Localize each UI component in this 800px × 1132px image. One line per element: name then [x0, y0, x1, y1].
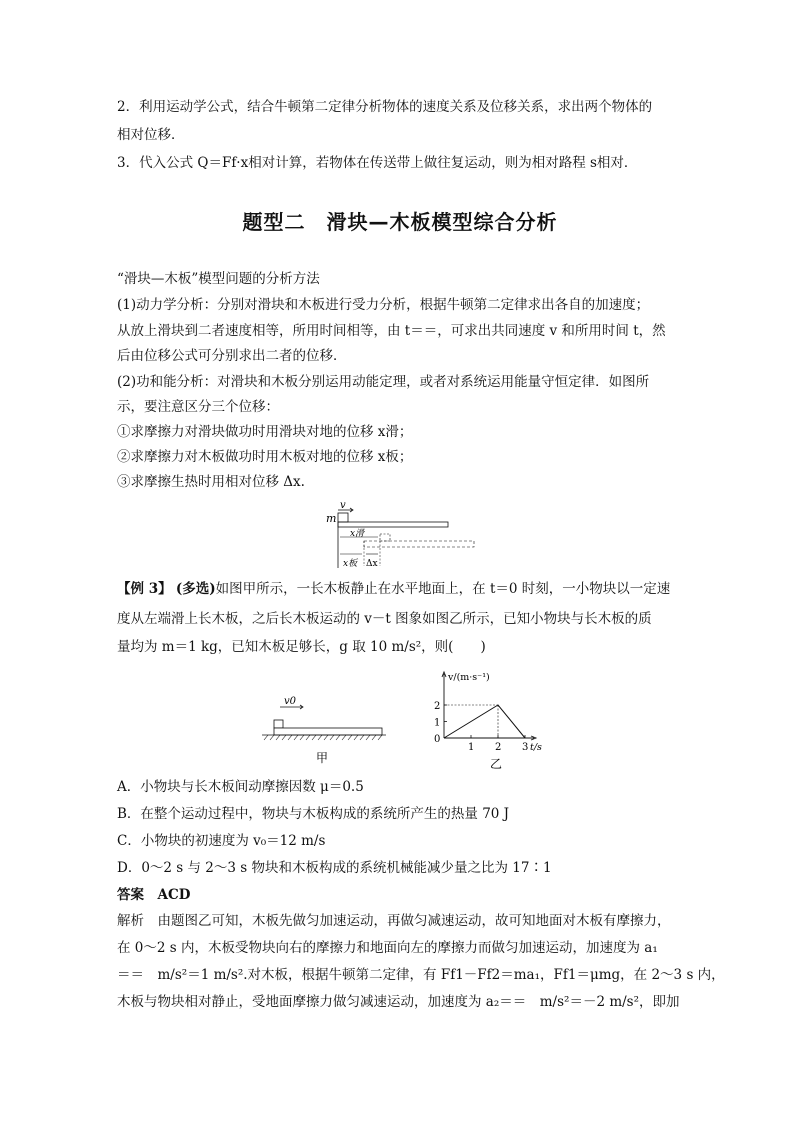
option-b: B．在整个运动过程中，物块与木板构成的系统所产生的热量 70 J	[117, 806, 510, 822]
method-line-7: ②求摩擦力对木板做功时用木板对地的位移 x板；	[117, 449, 413, 465]
y-tick-label: 1	[434, 717, 441, 729]
example-tag: 【例 3】	[117, 581, 172, 597]
small-block	[274, 720, 283, 728]
example-text-1: 如图甲所示，一长木板静止在水平地面上，在 t＝0 时刻，一小物块以一定速	[215, 581, 671, 597]
displacement-diagram	[320, 496, 480, 574]
figure-jia	[258, 694, 390, 770]
x-tick-label: 2	[495, 742, 502, 753]
y-tick-label: 2	[434, 701, 441, 712]
label-v0: v0	[284, 696, 297, 707]
label-x-hua: x滑	[350, 529, 365, 539]
analysis-line-1: 解析 由题图乙可知，木板先做匀加速运动，再做匀减速运动，故可知地面对木板有摩擦力，	[117, 913, 671, 929]
method-line-3: 后由位移公式可分别求出二者的位移．	[117, 348, 347, 364]
method-heading: “滑块—木板”模型问题的分析方法	[117, 271, 320, 287]
analysis-line-3: ＝＝ m/s²＝1 m/s².对木板，根据牛顿第二定律，有 Ff1－Ff2＝ma₁，Ff1＝μmg，在 2～3 s 内，	[117, 967, 725, 983]
analysis-line-4: 木板与物块相对静止，受地面摩擦力做匀减速运动，加速度为 a₂＝＝ m/s²＝－2 m/s²，即加	[117, 994, 680, 1010]
example-line-1	[117, 579, 670, 599]
label-x-ban: x板	[343, 559, 358, 569]
y-axis-label: v/(m·s⁻¹)	[448, 672, 490, 683]
caption-jia: 甲	[316, 751, 329, 765]
method-line-8: ③求摩擦生热时用相对位移 Δx.	[117, 474, 305, 490]
analysis-line-2: 在 0～2 s 内，木板受物块向右的摩擦力和地面向左的摩擦力而做匀加速运动，加速度为 a₁	[117, 940, 658, 956]
intro-line-2: 相对位移．	[117, 127, 185, 143]
long-board	[274, 728, 382, 735]
x-axis-label: t/s	[530, 742, 542, 753]
caption-yi: 乙	[490, 757, 503, 771]
method-line-5: 示，要注意区分三个位移：	[117, 399, 279, 415]
label-dx: Δx	[366, 559, 378, 569]
method-line-2: 从放上滑块到二者速度相等，所用时间相等，由 t＝＝，可求出共同速度 v 和所用时间 t，然	[117, 323, 666, 339]
answer: 答案 ACD	[117, 887, 191, 903]
option-a: A．小物块与长木板间动摩擦因数 μ＝0.5	[117, 779, 364, 795]
label-m: m	[326, 512, 337, 525]
method-line-6: ①求摩擦力对滑块做功时用滑块对地的位移 x滑；	[117, 424, 413, 440]
ground-hatch	[264, 735, 382, 740]
board	[338, 522, 448, 527]
x-tick-label: 1	[468, 742, 475, 753]
block-final	[380, 534, 390, 541]
example-line-2: 度从左端滑上长木板，之后长木板运动的 v－t 图象如图乙所示，已知小物块与长木板的质	[117, 611, 652, 627]
section-title: 题型二 滑块—木板模型综合分析	[242, 210, 558, 234]
example-line-3: 量均为 m＝1 kg，已知木板足够长，g 取 10 m/s²，则( )	[117, 639, 486, 655]
example-multi: (多选)	[175, 581, 216, 597]
method-line-4: (2)功和能分析：对滑块和木板分别运用动能定理，或者对系统运用能量守恒定律．如图所	[117, 374, 650, 390]
intro-line-1: 2．利用运动学公式，结合牛顿第二定律分析物体的速度关系及位移关系，求出两个物体的	[117, 99, 653, 115]
vt-line	[444, 705, 525, 738]
board-final	[364, 541, 474, 547]
option-c: C．小物块的初速度为 v₀＝12 m/s	[117, 833, 326, 849]
y-tick-label: 0	[434, 734, 441, 745]
option-d: D．0～2 s 与 2～3 s 物块和木板构成的系统机械能减少量之比为 17∶1	[117, 860, 552, 876]
intro-line-3: 3．代入公式 Q＝Ff·x相对计算，若物体在传送带上做往复运动，则为相对路程 s相对．	[117, 155, 638, 171]
vt-graph	[410, 668, 560, 772]
x-tick-label: 3	[522, 742, 529, 753]
block	[338, 513, 348, 522]
label-v: v	[340, 500, 346, 511]
method-line-1: (1)动力学分析：分别对滑块和木板进行受力分析，根据牛顿第二定律求出各自的加速度；	[117, 297, 650, 313]
